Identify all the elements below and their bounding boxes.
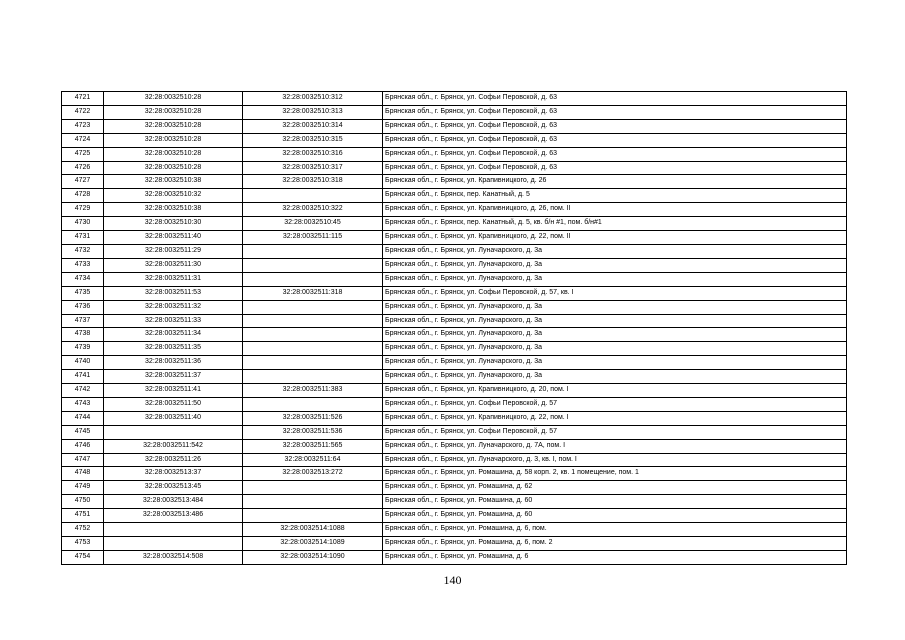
row-number-cell: 4736 bbox=[62, 300, 104, 314]
address-cell: Брянская обл., г. Брянск, ул. Крапивницкого, д. 26, пом. II bbox=[383, 203, 847, 217]
address-cell: Брянская обл., г. Брянск, ул. Софьи Перовской, д. 63 bbox=[383, 119, 847, 133]
row-number-cell: 4721 bbox=[62, 92, 104, 106]
row-number-cell: 4748 bbox=[62, 467, 104, 481]
row-number-cell: 4751 bbox=[62, 509, 104, 523]
object-cadastral-number-cell: 32:28:0032511:565 bbox=[243, 439, 383, 453]
cadastral-number-cell: 32:28:0032511:41 bbox=[104, 384, 243, 398]
object-cadastral-number-cell bbox=[243, 258, 383, 272]
address-cell: Брянская обл., г. Брянск, ул. Крапивницкого, д. 22, пом. I bbox=[383, 411, 847, 425]
table-row bbox=[62, 509, 847, 523]
address-cell: Брянская обл., г. Брянск, ул. Луначарского, д. 3а bbox=[383, 370, 847, 384]
address-cell: Брянская обл., г. Брянск, ул. Ромашина, д. 6 bbox=[383, 550, 847, 564]
address-cell: Брянская обл., г. Брянск, ул. Крапивницкого, д. 20, пом. I bbox=[383, 384, 847, 398]
object-cadastral-number-cell: 32:28:0032510:318 bbox=[243, 175, 383, 189]
table-row bbox=[62, 161, 847, 175]
table-row bbox=[62, 397, 847, 411]
object-cadastral-number-cell bbox=[243, 189, 383, 203]
address-cell: Брянская обл., г. Брянск, ул. Луначарского, д. 3а bbox=[383, 328, 847, 342]
table-row bbox=[62, 550, 847, 564]
object-cadastral-number-cell: 32:28:0032511:383 bbox=[243, 384, 383, 398]
address-cell: Брянская обл., г. Брянск, ул. Софьи Перовской, д. 57, кв. I bbox=[383, 286, 847, 300]
address-cell: Брянская обл., г. Брянск, ул. Луначарского, д. 3а bbox=[383, 244, 847, 258]
address-cell: Брянская обл., г. Брянск, ул. Луначарского, д. 3а bbox=[383, 300, 847, 314]
object-cadastral-number-cell: 32:28:0032510:317 bbox=[243, 161, 383, 175]
object-cadastral-number-cell bbox=[243, 342, 383, 356]
row-number-cell: 4741 bbox=[62, 370, 104, 384]
address-cell: Брянская обл., г. Брянск, ул. Софьи Перовской, д. 63 bbox=[383, 92, 847, 106]
object-cadastral-number-cell bbox=[243, 244, 383, 258]
object-cadastral-number-cell: 32:28:0032510:314 bbox=[243, 119, 383, 133]
table-row bbox=[62, 105, 847, 119]
object-cadastral-number-cell bbox=[243, 314, 383, 328]
address-cell: Брянская обл., г. Брянск, ул. Луначарского, д. 3а bbox=[383, 272, 847, 286]
cadastral-number-cell: 32:28:0032511:31 bbox=[104, 272, 243, 286]
row-number-cell: 4738 bbox=[62, 328, 104, 342]
cadastral-number-cell: 32:28:0032511:32 bbox=[104, 300, 243, 314]
address-cell: Брянская обл., г. Брянск, пер. Канатный, д. 5, кв. б/н #1, пом. б/н#1 bbox=[383, 217, 847, 231]
address-cell: Брянская обл., г. Брянск, ул. Луначарского, д. 3, кв. I, пом. I bbox=[383, 453, 847, 467]
table-row bbox=[62, 92, 847, 106]
table-row bbox=[62, 258, 847, 272]
row-number-cell: 4752 bbox=[62, 523, 104, 537]
cadastral-number-cell bbox=[104, 523, 243, 537]
row-number-cell: 4734 bbox=[62, 272, 104, 286]
row-number-cell: 4726 bbox=[62, 161, 104, 175]
address-cell: Брянская обл., г. Брянск, ул. Ромашина, д. 6, пом. bbox=[383, 523, 847, 537]
cadastral-number-cell: 32:28:0032513:486 bbox=[104, 509, 243, 523]
object-cadastral-number-cell: 32:28:0032510:312 bbox=[243, 92, 383, 106]
row-number-cell: 4753 bbox=[62, 537, 104, 551]
object-cadastral-number-cell: 32:28:0032514:1088 bbox=[243, 523, 383, 537]
row-number-cell: 4722 bbox=[62, 105, 104, 119]
address-cell: Брянская обл., г. Брянск, ул. Луначарского, д. 3а bbox=[383, 342, 847, 356]
object-cadastral-number-cell bbox=[243, 481, 383, 495]
table-row bbox=[62, 328, 847, 342]
row-number-cell: 4744 bbox=[62, 411, 104, 425]
cadastral-number-cell: 32:28:0032510:38 bbox=[104, 175, 243, 189]
table-row bbox=[62, 272, 847, 286]
table-row bbox=[62, 133, 847, 147]
table-row bbox=[62, 425, 847, 439]
row-number-cell: 4731 bbox=[62, 231, 104, 245]
address-cell: Брянская обл., г. Брянск, ул. Софьи Перовской, д. 57 bbox=[383, 425, 847, 439]
cadastral-number-cell bbox=[104, 537, 243, 551]
cadastral-number-cell: 32:28:0032511:26 bbox=[104, 453, 243, 467]
table-row bbox=[62, 119, 847, 133]
row-number-cell: 4733 bbox=[62, 258, 104, 272]
address-cell: Брянская обл., г. Брянск, ул. Ромашина, д. 60 bbox=[383, 509, 847, 523]
table-row bbox=[62, 217, 847, 231]
cadastral-number-cell: 32:28:0032511:37 bbox=[104, 370, 243, 384]
object-cadastral-number-cell bbox=[243, 272, 383, 286]
cadastral-number-cell: 32:28:0032510:28 bbox=[104, 92, 243, 106]
object-cadastral-number-cell bbox=[243, 495, 383, 509]
table-row bbox=[62, 453, 847, 467]
object-cadastral-number-cell: 32:28:0032510:45 bbox=[243, 217, 383, 231]
row-number-cell: 4723 bbox=[62, 119, 104, 133]
cadastral-number-cell: 32:28:0032511:50 bbox=[104, 397, 243, 411]
address-cell: Брянская обл., г. Брянск, ул. Ромашина, д. 6, пом. 2 bbox=[383, 537, 847, 551]
cadastral-number-cell bbox=[104, 425, 243, 439]
table-row bbox=[62, 231, 847, 245]
row-number-cell: 4747 bbox=[62, 453, 104, 467]
object-cadastral-number-cell: 32:28:0032510:316 bbox=[243, 147, 383, 161]
object-cadastral-number-cell: 32:28:0032511:536 bbox=[243, 425, 383, 439]
cadastral-number-cell: 32:28:0032511:30 bbox=[104, 258, 243, 272]
address-cell: Брянская обл., г. Брянск, ул. Крапивницкого, д. 22, пом. II bbox=[383, 231, 847, 245]
object-cadastral-number-cell: 32:28:0032511:115 bbox=[243, 231, 383, 245]
cadastral-number-cell: 32:28:0032511:53 bbox=[104, 286, 243, 300]
row-number-cell: 4743 bbox=[62, 397, 104, 411]
address-cell: Брянская обл., г. Брянск, ул. Луначарского, д. 7А, пом. I bbox=[383, 439, 847, 453]
address-cell: Брянская обл., г. Брянск, ул. Софьи Перовской, д. 63 bbox=[383, 147, 847, 161]
cadastral-number-cell: 32:28:0032513:45 bbox=[104, 481, 243, 495]
cadastral-number-cell: 32:28:0032511:33 bbox=[104, 314, 243, 328]
table-row bbox=[62, 537, 847, 551]
object-cadastral-number-cell bbox=[243, 328, 383, 342]
table-row bbox=[62, 495, 847, 509]
table-row bbox=[62, 370, 847, 384]
page-number: 140 bbox=[443, 573, 462, 587]
object-cadastral-number-cell: 32:28:0032511:526 bbox=[243, 411, 383, 425]
row-number-cell: 4746 bbox=[62, 439, 104, 453]
object-cadastral-number-cell: 32:28:0032511:64 bbox=[243, 453, 383, 467]
table-row bbox=[62, 203, 847, 217]
row-number-cell: 4739 bbox=[62, 342, 104, 356]
row-number-cell: 4724 bbox=[62, 133, 104, 147]
object-cadastral-number-cell bbox=[243, 300, 383, 314]
cadastral-number-cell: 32:28:0032510:28 bbox=[104, 147, 243, 161]
cadastral-number-cell: 32:28:0032511:29 bbox=[104, 244, 243, 258]
address-cell: Брянская обл., г. Брянск, ул. Ромашина, д. 58 корп. 2, кв. 1 помещение, пом. 1 bbox=[383, 467, 847, 481]
object-cadastral-number-cell: 32:28:0032514:1089 bbox=[243, 537, 383, 551]
table-row bbox=[62, 189, 847, 203]
address-cell: Брянская обл., г. Брянск, ул. Софьи Перовской, д. 63 bbox=[383, 133, 847, 147]
object-cadastral-number-cell bbox=[243, 397, 383, 411]
row-number-cell: 4740 bbox=[62, 356, 104, 370]
address-cell: Брянская обл., г. Брянск, ул. Луначарского, д. 3а bbox=[383, 356, 847, 370]
table-row bbox=[62, 244, 847, 258]
cadastral-number-cell: 32:28:0032511:40 bbox=[104, 411, 243, 425]
row-number-cell: 4732 bbox=[62, 244, 104, 258]
row-number-cell: 4729 bbox=[62, 203, 104, 217]
row-number-cell: 4737 bbox=[62, 314, 104, 328]
row-number-cell: 4754 bbox=[62, 550, 104, 564]
table-row bbox=[62, 314, 847, 328]
table-row bbox=[62, 411, 847, 425]
address-cell: Брянская обл., г. Брянск, ул. Софьи Перовской, д. 63 bbox=[383, 105, 847, 119]
cadastral-number-cell: 32:28:0032510:38 bbox=[104, 203, 243, 217]
cadastral-number-cell: 32:28:0032511:36 bbox=[104, 356, 243, 370]
row-number-cell: 4727 bbox=[62, 175, 104, 189]
cadastral-number-cell: 32:28:0032510:30 bbox=[104, 217, 243, 231]
row-number-cell: 4730 bbox=[62, 217, 104, 231]
table-row bbox=[62, 467, 847, 481]
object-cadastral-number-cell: 32:28:0032510:313 bbox=[243, 105, 383, 119]
row-number-cell: 4742 bbox=[62, 384, 104, 398]
cadastral-number-cell: 32:28:0032510:28 bbox=[104, 119, 243, 133]
table-row bbox=[62, 175, 847, 189]
row-number-cell: 4735 bbox=[62, 286, 104, 300]
registry-table bbox=[61, 91, 847, 565]
address-cell: Брянская обл., г. Брянск, ул. Софьи Перовской, д. 57 bbox=[383, 397, 847, 411]
object-cadastral-number-cell bbox=[243, 509, 383, 523]
cadastral-number-cell: 32:28:0032510:32 bbox=[104, 189, 243, 203]
table-row bbox=[62, 286, 847, 300]
table-row bbox=[62, 356, 847, 370]
object-cadastral-number-cell: 32:28:0032510:315 bbox=[243, 133, 383, 147]
address-cell: Брянская обл., г. Брянск, пер. Канатный, д. 5 bbox=[383, 189, 847, 203]
object-cadastral-number-cell: 32:28:0032514:1090 bbox=[243, 550, 383, 564]
cadastral-number-cell: 32:28:0032514:508 bbox=[104, 550, 243, 564]
table-row bbox=[62, 384, 847, 398]
cadastral-number-cell: 32:28:0032510:28 bbox=[104, 105, 243, 119]
cadastral-number-cell: 32:28:0032511:35 bbox=[104, 342, 243, 356]
cadastral-number-cell: 32:28:0032511:34 bbox=[104, 328, 243, 342]
table-row bbox=[62, 439, 847, 453]
row-number-cell: 4728 bbox=[62, 189, 104, 203]
address-cell: Брянская обл., г. Брянск, ул. Луначарского, д. 3а bbox=[383, 258, 847, 272]
object-cadastral-number-cell: 32:28:0032511:318 bbox=[243, 286, 383, 300]
row-number-cell: 4745 bbox=[62, 425, 104, 439]
address-cell: Брянская обл., г. Брянск, ул. Ромашина, д. 60 bbox=[383, 495, 847, 509]
table-row bbox=[62, 342, 847, 356]
cadastral-number-cell: 32:28:0032513:484 bbox=[104, 495, 243, 509]
object-cadastral-number-cell bbox=[243, 370, 383, 384]
cadastral-number-cell: 32:28:0032510:28 bbox=[104, 133, 243, 147]
table-row bbox=[62, 523, 847, 537]
table-row bbox=[62, 147, 847, 161]
object-cadastral-number-cell: 32:28:0032513:272 bbox=[243, 467, 383, 481]
object-cadastral-number-cell bbox=[243, 356, 383, 370]
table-row bbox=[62, 481, 847, 495]
row-number-cell: 4750 bbox=[62, 495, 104, 509]
address-cell: Брянская обл., г. Брянск, ул. Ромашина, д. 62 bbox=[383, 481, 847, 495]
registry-table-body bbox=[62, 92, 847, 565]
cadastral-number-cell: 32:28:0032511:40 bbox=[104, 231, 243, 245]
address-cell: Брянская обл., г. Брянск, ул. Луначарского, д. 3а bbox=[383, 314, 847, 328]
address-cell: Брянская обл., г. Брянск, ул. Крапивницкого, д. 26 bbox=[383, 175, 847, 189]
address-cell: Брянская обл., г. Брянск, ул. Софьи Перовской, д. 63 bbox=[383, 161, 847, 175]
cadastral-number-cell: 32:28:0032513:37 bbox=[104, 467, 243, 481]
cadastral-number-cell: 32:28:0032511:542 bbox=[104, 439, 243, 453]
row-number-cell: 4725 bbox=[62, 147, 104, 161]
object-cadastral-number-cell: 32:28:0032510:322 bbox=[243, 203, 383, 217]
table-row bbox=[62, 300, 847, 314]
cadastral-number-cell: 32:28:0032510:28 bbox=[104, 161, 243, 175]
row-number-cell: 4749 bbox=[62, 481, 104, 495]
